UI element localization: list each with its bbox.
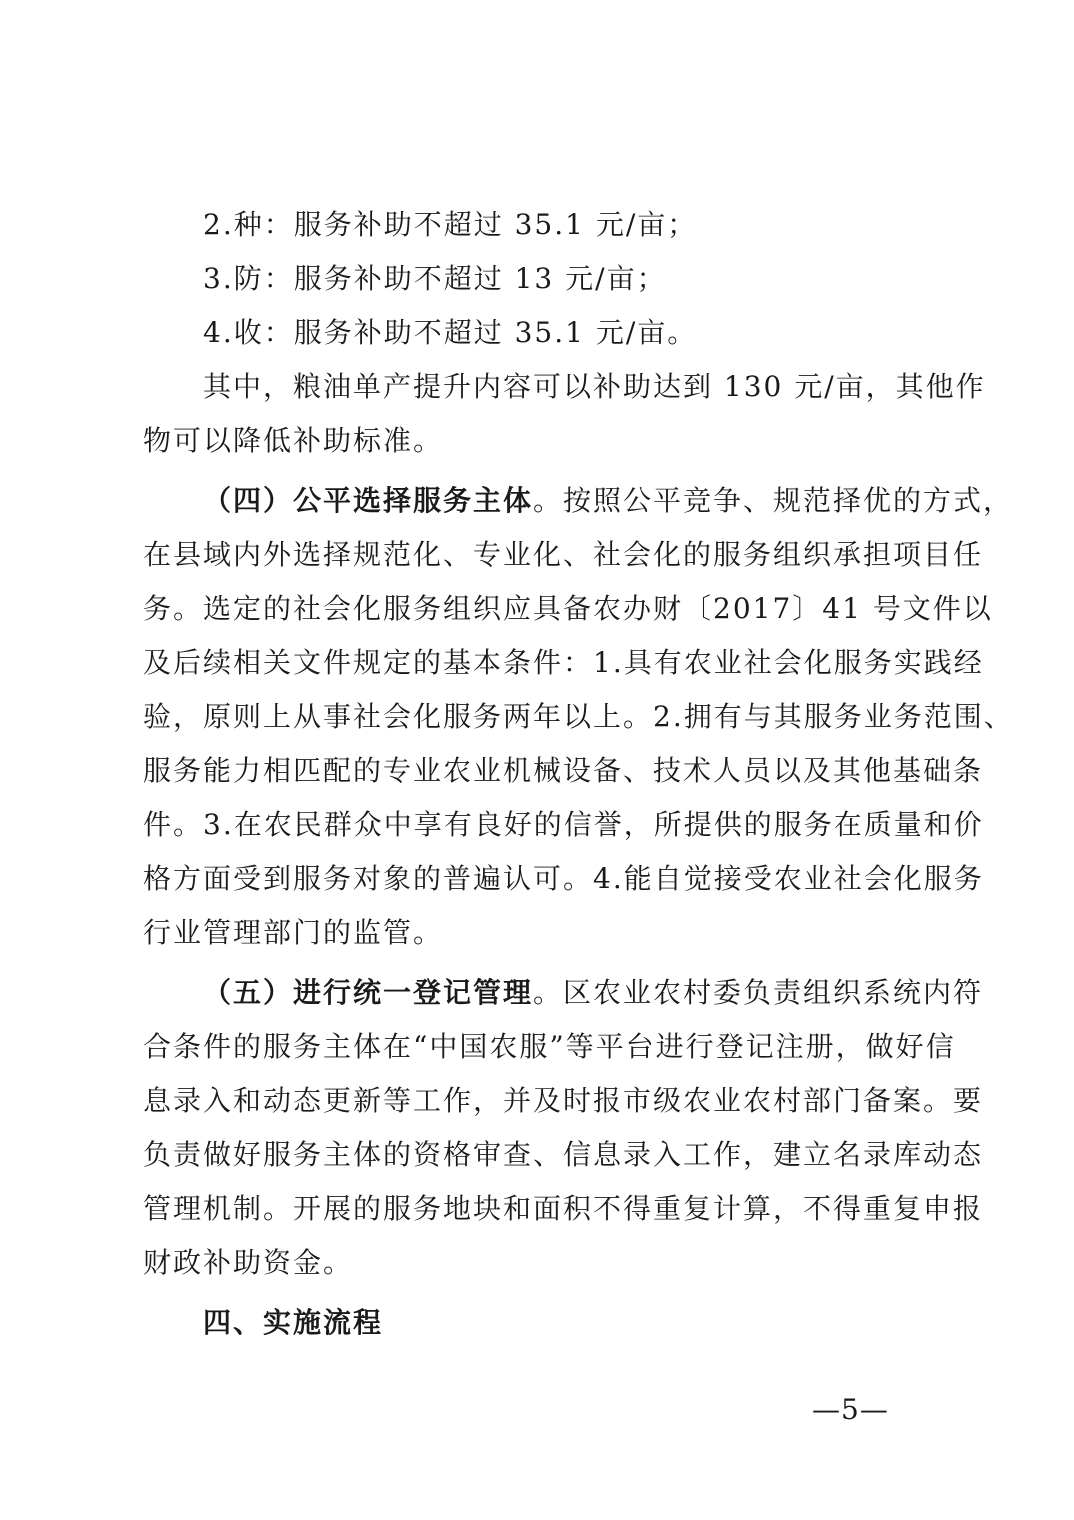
section-four-line-6: 服务能力相匹配的专业农业机械设备、技术人员以及其他基础条 (143, 754, 984, 787)
section-five-line-3: 息录入和动态更新等工作，并及时报市级农业农村部门备案。要 (143, 1084, 984, 1117)
item-line-sow: 2.种：服务补助不超过 35.1 元/亩； (203, 208, 698, 241)
section-four-title: （四）公平选择服务主体 (203, 484, 534, 517)
section-four-line-4: 及后续相关文件规定的基本条件：1.具有农业社会化服务实践经 (143, 646, 984, 679)
section-four-line-8: 格方面受到服务对象的普遍认可。4.能自觉接受农业社会化服务 (143, 862, 984, 895)
page-number: —5— (812, 1393, 889, 1426)
section-four-line-3: 务。选定的社会化服务组织应具备农办财〔2017〕41 号文件以 (143, 592, 993, 625)
section-heading-implementation: 四、实施流程 (203, 1306, 384, 1339)
section-five (143, 966, 984, 1290)
section-four-text: 。按照公平竞争、规范择优的方式， (533, 484, 1014, 517)
item-line-harvest: 4.收：服务补助不超过 35.1 元/亩。 (203, 316, 698, 349)
note-line-1: 其中，粮油单产提升内容可以补助达到 130 元/亩，其他作 (203, 370, 986, 403)
section-five-text: 。区农业农村委负责组织系统内符 (533, 976, 984, 1009)
section-five-line-2: 合条件的服务主体在“中国农服”等平台进行登记注册，做好信 (143, 1030, 956, 1063)
section-four (143, 474, 1014, 960)
section-five-line-5: 管理机制。开展的服务地块和面积不得重复计算，不得重复申报 (143, 1192, 984, 1225)
section-four-line-1 (143, 474, 1014, 528)
document-body (143, 198, 1014, 1350)
section-four-line-7: 件。3.在农民群众中享有良好的信誉，所提供的服务在质量和价 (143, 808, 984, 841)
section-five-line-4: 负责做好服务主体的资格审查、信息录入工作，建立名录库动态 (143, 1138, 984, 1171)
section-five-title: （五）进行统一登记管理 (203, 976, 534, 1009)
section-four-line-9: 行业管理部门的监管。 (143, 916, 444, 949)
section-four-line-5: 验，原则上从事社会化服务两年以上。2.拥有与其服务业务范围、 (143, 700, 1014, 733)
section-four-line-2: 在县域内外选择规范化、专业化、社会化的服务组织承担项目任 (143, 538, 984, 571)
item-line-protect: 3.防：服务补助不超过 13 元/亩； (203, 262, 667, 295)
section-five-line-6: 财政补助资金。 (143, 1246, 354, 1279)
note-line-2: 物可以降低补助标准。 (143, 424, 444, 457)
section-five-line-1 (143, 966, 984, 1020)
